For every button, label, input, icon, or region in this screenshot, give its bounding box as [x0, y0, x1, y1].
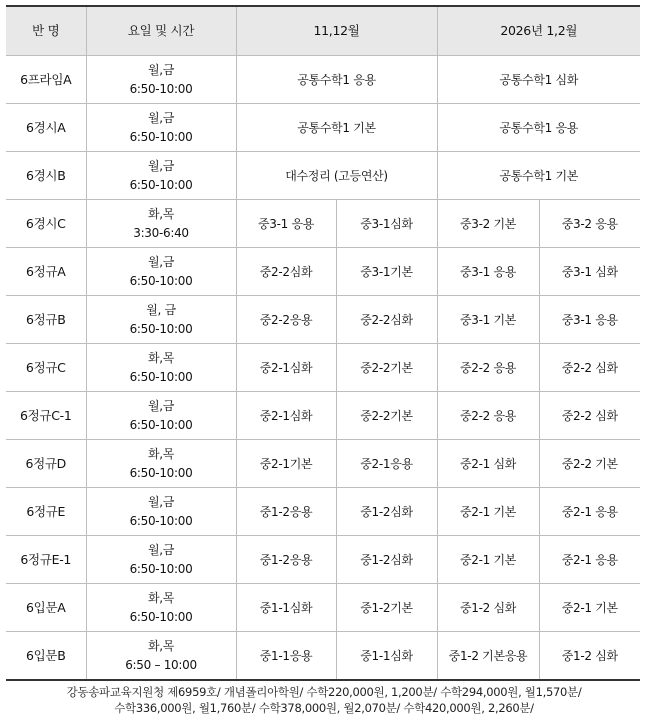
day-time-cell — [86, 344, 236, 392]
course-cell: 중2-1 응용 — [539, 536, 640, 584]
class-name-cell: 6정규B — [6, 296, 86, 344]
class-name-cell: 6입문A — [6, 584, 86, 632]
time-text: 6:50-10:00 — [129, 609, 193, 624]
course-cell: 중1-2응용 — [236, 536, 336, 584]
course-cell: 중3-2 기본 — [437, 200, 539, 248]
footer-line-2: 수학336,000원, 월1,760분/ 수학378,000원, 월2,070분/ 수학420,000원, 2,260분/ — [114, 701, 534, 715]
class-name-cell: 6정규E — [6, 488, 86, 536]
time-text: 6:50-10:00 — [129, 321, 193, 336]
course-cell: 중3-1 응용 — [236, 200, 336, 248]
table-row — [6, 536, 640, 584]
day-time-cell — [86, 152, 236, 200]
table-row — [6, 632, 640, 681]
time-text: 6:50-10:00 — [129, 129, 193, 144]
time-text: 6:50-10:00 — [129, 273, 193, 288]
day-text: 월, 금 — [146, 302, 176, 317]
table-row — [6, 344, 640, 392]
course-cell: 중3-2 응용 — [539, 200, 640, 248]
course-cell: 중1-1심화 — [336, 632, 437, 681]
course-cell: 중3-1 응용 — [437, 248, 539, 296]
schedule-table — [6, 5, 640, 681]
day-time-cell — [86, 104, 236, 152]
course-cell-period-1: 대수정리 (고등연산) — [236, 152, 437, 200]
day-text: 월,금 — [147, 542, 175, 557]
course-cell: 중2-1 심화 — [437, 440, 539, 488]
day-text: 월,금 — [147, 110, 175, 125]
course-cell: 중1-2기본 — [336, 584, 437, 632]
table-row — [6, 200, 640, 248]
course-cell: 중2-1응용 — [336, 440, 437, 488]
day-time-cell — [86, 296, 236, 344]
class-name-cell: 6정규C — [6, 344, 86, 392]
day-text: 화,목 — [147, 446, 175, 461]
course-cell-period-2: 공통수학1 응용 — [437, 104, 640, 152]
course-cell: 중1-2 심화 — [437, 584, 539, 632]
class-name-cell: 6정규C-1 — [6, 392, 86, 440]
class-name-cell: 6입문B — [6, 632, 86, 681]
class-name-cell: 6경시A — [6, 104, 86, 152]
day-text: 화,목 — [147, 206, 175, 221]
day-time-cell — [86, 584, 236, 632]
course-cell: 중2-1심화 — [236, 392, 336, 440]
day-text: 월,금 — [147, 494, 175, 509]
table-row — [6, 392, 640, 440]
day-text: 화,목 — [147, 350, 175, 365]
time-text: 6:50 – 10:00 — [125, 657, 197, 672]
day-time-cell — [86, 488, 236, 536]
course-cell: 중2-2 심화 — [539, 344, 640, 392]
footer-note — [0, 684, 648, 716]
course-cell: 중2-2 응용 — [437, 344, 539, 392]
course-cell: 중3-1기본 — [336, 248, 437, 296]
day-text: 화,목 — [147, 590, 175, 605]
class-name-cell: 6경시B — [6, 152, 86, 200]
table-row — [6, 248, 640, 296]
course-cell: 중2-1 기본 — [437, 536, 539, 584]
course-cell: 중2-2 기본 — [539, 440, 640, 488]
day-time-cell — [86, 56, 236, 104]
time-text: 6:50-10:00 — [129, 177, 193, 192]
course-cell: 중2-1기본 — [236, 440, 336, 488]
class-name-cell: 6경시C — [6, 200, 86, 248]
course-cell: 중3-1 응용 — [539, 296, 640, 344]
course-cell: 중2-1 기본 — [539, 584, 640, 632]
table-row — [6, 56, 640, 104]
schedule-body — [6, 56, 640, 681]
table-row — [6, 440, 640, 488]
course-cell: 중2-2기본 — [336, 392, 437, 440]
course-cell: 중2-2 응용 — [437, 392, 539, 440]
course-cell: 중2-2심화 — [236, 248, 336, 296]
day-text: 월,금 — [147, 62, 175, 77]
class-name-cell: 6정규A — [6, 248, 86, 296]
course-cell: 중3-1 심화 — [539, 248, 640, 296]
course-cell: 중2-2응용 — [236, 296, 336, 344]
time-text: 6:50-10:00 — [129, 369, 193, 384]
class-name-cell: 6프라임A — [6, 56, 86, 104]
day-text: 월,금 — [147, 158, 175, 173]
day-time-cell — [86, 200, 236, 248]
day-time-cell — [86, 440, 236, 488]
course-cell: 중1-2 심화 — [539, 632, 640, 681]
table-row — [6, 296, 640, 344]
time-text: 3:30-6:40 — [133, 225, 189, 240]
course-cell: 중1-2심화 — [336, 536, 437, 584]
course-cell-period-1: 공통수학1 응용 — [236, 56, 437, 104]
day-time-cell — [86, 632, 236, 681]
course-cell: 중3-1심화 — [336, 200, 437, 248]
header-class-name: 반 명 — [6, 6, 86, 56]
course-cell: 중2-2기본 — [336, 344, 437, 392]
table-row — [6, 152, 640, 200]
course-cell: 중1-1심화 — [236, 584, 336, 632]
course-cell: 중2-2심화 — [336, 296, 437, 344]
course-cell: 중2-2 심화 — [539, 392, 640, 440]
day-text: 화,목 — [147, 638, 175, 653]
table-row — [6, 488, 640, 536]
day-time-cell — [86, 392, 236, 440]
course-cell: 중2-1 응용 — [539, 488, 640, 536]
header-day-time: 요일 및 시간 — [86, 6, 236, 56]
course-cell-period-1: 공통수학1 기본 — [236, 104, 437, 152]
header-period-1: 11,12월 — [236, 6, 437, 56]
course-cell: 중1-2응용 — [236, 488, 336, 536]
time-text: 6:50-10:00 — [129, 561, 193, 576]
course-cell: 중3-1 기본 — [437, 296, 539, 344]
course-cell-period-2: 공통수학1 심화 — [437, 56, 640, 104]
course-cell: 중1-2 기본응용 — [437, 632, 539, 681]
header-row — [6, 6, 640, 56]
day-text: 월,금 — [147, 254, 175, 269]
table-row — [6, 584, 640, 632]
class-name-cell: 6정규E-1 — [6, 536, 86, 584]
day-text: 월,금 — [147, 398, 175, 413]
course-cell: 중2-1 기본 — [437, 488, 539, 536]
table-row — [6, 104, 640, 152]
course-cell-period-2: 공통수학1 기본 — [437, 152, 640, 200]
time-text: 6:50-10:00 — [129, 417, 193, 432]
day-time-cell — [86, 248, 236, 296]
course-cell: 중1-2심화 — [336, 488, 437, 536]
class-name-cell: 6정규D — [6, 440, 86, 488]
footer-line-1: 강동송파교육지원청 제6959호/ 개념폴리아학원/ 수학220,000원, 1,200분/ 수학294,000원, 월1,570분/ — [66, 685, 582, 699]
time-text: 6:50-10:00 — [129, 465, 193, 480]
course-cell: 중2-1심화 — [236, 344, 336, 392]
header-period-2: 2026년 1,2월 — [437, 6, 640, 56]
time-text: 6:50-10:00 — [129, 513, 193, 528]
time-text: 6:50-10:00 — [129, 81, 193, 96]
day-time-cell — [86, 536, 236, 584]
course-cell: 중1-1응용 — [236, 632, 336, 681]
